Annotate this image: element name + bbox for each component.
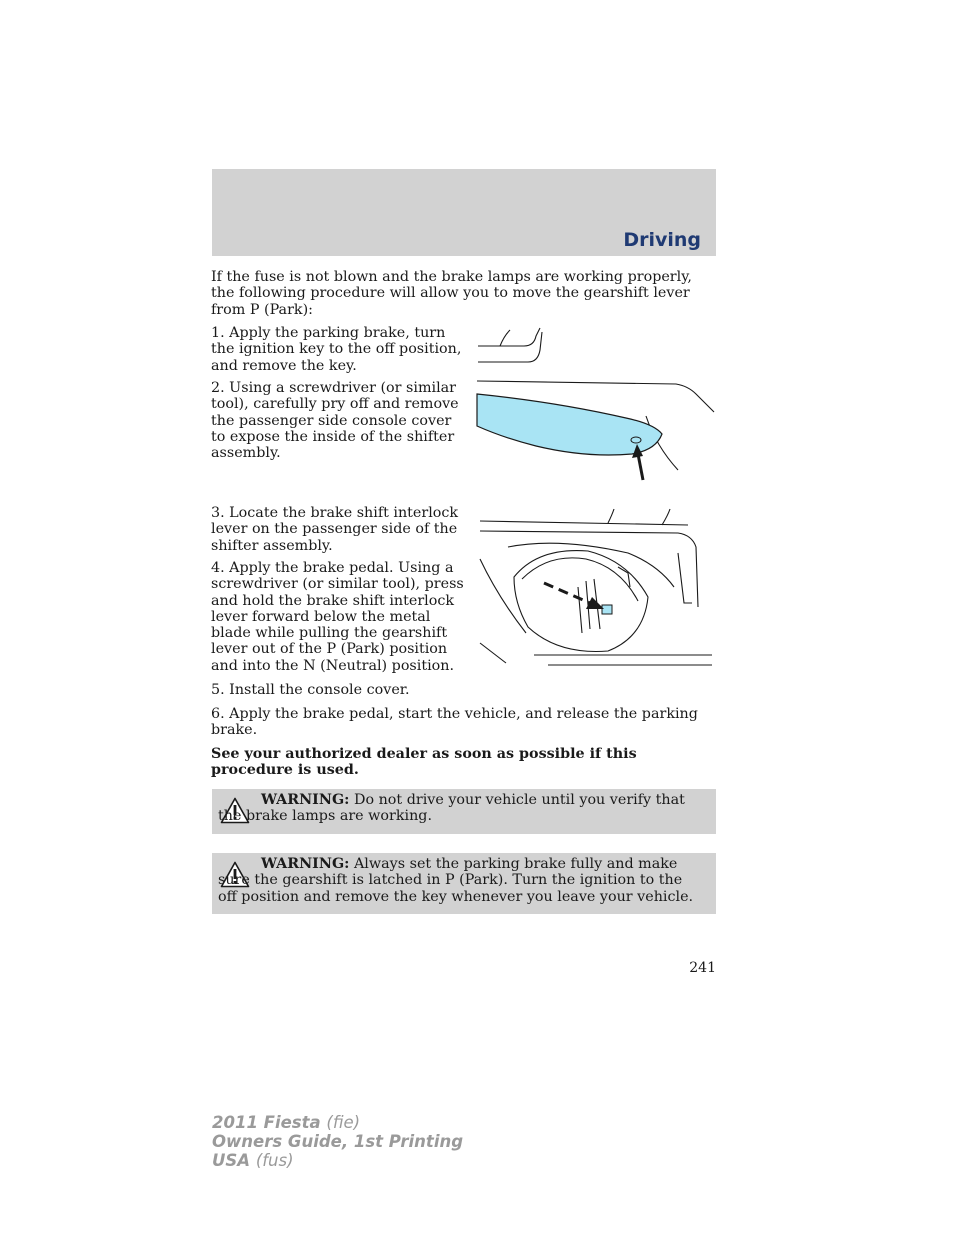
footer-model: 2011 Fiesta [212, 1113, 321, 1132]
step-2: 2. Using a screwdriver (or similar tool), carefully pry off and remove the passenger side console cover to expose the inside of the shifter assembly. [211, 380, 459, 462]
footer-line-1 [212, 1113, 463, 1132]
section-title: Driving [623, 229, 701, 251]
warning-box-2 [212, 853, 716, 914]
footer-market-code: (fus) [255, 1151, 294, 1170]
footer-line-2: Owners Guide, 1st Printing [212, 1132, 464, 1151]
section-header-band [212, 169, 716, 256]
dealer-note: See your authorized dealer as soon as possible if this procedure is used. [211, 746, 637, 779]
shifter-assembly-figure [478, 507, 714, 672]
warning-label: WARNING: [261, 856, 350, 872]
warning-box-1 [212, 789, 716, 834]
warning-label: WARNING: [261, 792, 350, 808]
warning-text-2 [218, 856, 702, 905]
step-1: 1. Apply the parking brake, turn the ignition key to the off position, and remove the key. [211, 325, 462, 374]
footer-model-code: (fie) [326, 1113, 361, 1132]
step-3: 3. Locate the brake shift interlock lever on the passenger side of the shifter assembly. [211, 505, 459, 554]
page-number: 241 [689, 960, 716, 976]
footer-market: USA [212, 1151, 251, 1170]
intro-paragraph: If the fuse is not blown and the brake lamps are working properly, the following procedure will allow you to move the gearshift lever from P (Park): [211, 269, 692, 318]
step-5: 5. Install the console cover. [211, 682, 410, 698]
warning-message: Always set the parking brake fully and make sure the gearshift is latched in P (Park). Turn the ignition to the off position and remove the key whenever you leave your vehicle. [218, 856, 694, 905]
footer-line-3 [212, 1151, 463, 1170]
warning-message: Do not drive your vehicle until you verify that the brake lamps are working. [218, 792, 685, 825]
console-cover-figure [476, 326, 716, 482]
warning-text-1 [218, 792, 702, 825]
footer [212, 1113, 463, 1170]
console-cover-shape [477, 394, 662, 455]
step-6: 6. Apply the brake pedal, start the vehicle, and release the parking brake. [211, 706, 698, 739]
step-4: 4. Apply the brake pedal. Using a screwdriver (or similar tool), press and hold the brake shift interlock lever forward below the metal blade while pulling the gearshift lever out of the P (Park) position and into the N (Neutral) position. [211, 560, 464, 674]
